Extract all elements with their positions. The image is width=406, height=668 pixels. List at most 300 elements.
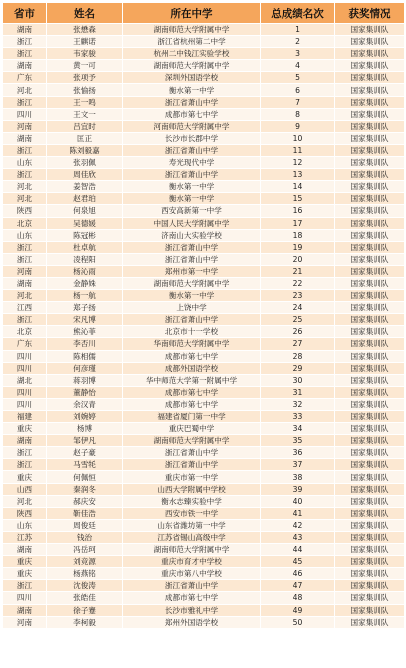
cell-award: 国家集训队: [335, 531, 405, 543]
cell-rank: 39: [261, 483, 335, 495]
cell-school: 浙江省萧山中学: [123, 314, 261, 326]
cell-province: 四川: [3, 350, 47, 362]
cell-rank: 29: [261, 362, 335, 374]
cell-name: 杨沁雨: [47, 265, 123, 277]
cell-school: 成都市第七中学: [123, 386, 261, 398]
table-row: [3, 531, 405, 543]
cell-province: 四川: [3, 362, 47, 374]
cell-rank: 4: [261, 60, 335, 72]
table-row: [3, 157, 405, 169]
cell-award: 国家集训队: [335, 411, 405, 423]
cell-school: 河南师范大学附属中学: [123, 120, 261, 132]
cell-name: 姜智浩: [47, 181, 123, 193]
table-header-row: [3, 3, 405, 24]
cell-school: 成都市第七中学: [123, 398, 261, 410]
cell-name: 刘婉婷: [47, 411, 123, 423]
cell-award: 国家集训队: [335, 495, 405, 507]
cell-school: 郑州外国语学校: [123, 616, 261, 628]
table-row: [3, 374, 405, 386]
cell-province: 河北: [3, 181, 47, 193]
cell-name: 熊沁菲: [47, 326, 123, 338]
cell-school: 杭州二中钱江实验学校: [123, 48, 261, 60]
cell-award: 国家集训队: [335, 48, 405, 60]
cell-province: 重庆: [3, 568, 47, 580]
table-row: [3, 241, 405, 253]
cell-rank: 31: [261, 386, 335, 398]
cell-province: 陕西: [3, 205, 47, 217]
cell-province: 浙江: [3, 314, 47, 326]
cell-school: 浙江省萧山中学: [123, 580, 261, 592]
cell-rank: 17: [261, 217, 335, 229]
cell-award: 国家集训队: [335, 374, 405, 386]
cell-province: 湖南: [3, 277, 47, 289]
table-row: [3, 169, 405, 181]
table-row: [3, 580, 405, 592]
cell-school: 衡水第一中学: [123, 290, 261, 302]
cell-school: 成都市第七中学: [123, 108, 261, 120]
cell-school: 重庆市第八中学校: [123, 568, 261, 580]
cell-name: 杨博: [47, 423, 123, 435]
header-school: 所在中学: [123, 3, 261, 24]
table-row: [3, 362, 405, 374]
cell-school: 郑州市第一中学: [123, 265, 261, 277]
cell-award: 国家集训队: [335, 483, 405, 495]
table-row: [3, 193, 405, 205]
table-row: [3, 265, 405, 277]
cell-rank: 10: [261, 132, 335, 144]
cell-province: 湖南: [3, 604, 47, 616]
cell-school: 浙江省萧山中学: [123, 169, 261, 181]
cell-name: 郝庆安: [47, 495, 123, 507]
cell-rank: 33: [261, 411, 335, 423]
cell-province: 四川: [3, 398, 47, 410]
cell-province: 浙江: [3, 580, 47, 592]
cell-award: 国家集训队: [335, 326, 405, 338]
cell-award: 国家集训队: [335, 423, 405, 435]
cell-award: 国家集训队: [335, 435, 405, 447]
cell-rank: 8: [261, 108, 335, 120]
cell-province: 福建: [3, 411, 47, 423]
cell-school: 湖南师范大学附属中学: [123, 435, 261, 447]
cell-province: 浙江: [3, 144, 47, 156]
cell-award: 国家集训队: [335, 471, 405, 483]
cell-award: 国家集训队: [335, 604, 405, 616]
cell-award: 国家集训队: [335, 290, 405, 302]
cell-province: 浙江: [3, 241, 47, 253]
cell-name: 杨一航: [47, 290, 123, 302]
table-row: [3, 471, 405, 483]
cell-name: 宋凡博: [47, 314, 123, 326]
cell-rank: 9: [261, 120, 335, 132]
cell-school: 长沙市长郡中学: [123, 132, 261, 144]
cell-award: 国家集训队: [335, 108, 405, 120]
cell-province: 湖南: [3, 132, 47, 144]
cell-name: 杨燕铭: [47, 568, 123, 580]
cell-name: 何泉旭: [47, 205, 123, 217]
cell-province: 山东: [3, 229, 47, 241]
cell-province: 四川: [3, 386, 47, 398]
cell-province: 山东: [3, 157, 47, 169]
table-row: [3, 350, 405, 362]
table-row: [3, 338, 405, 350]
cell-province: 山西: [3, 483, 47, 495]
cell-name: 冯岳珂: [47, 544, 123, 556]
cell-rank: 30: [261, 374, 335, 386]
cell-name: 张皓佳: [47, 592, 123, 604]
cell-award: 国家集训队: [335, 253, 405, 265]
cell-school: 湖南师范大学附属中学: [123, 60, 261, 72]
cell-name: 李否川: [47, 338, 123, 350]
cell-name: 赵君珀: [47, 193, 123, 205]
cell-rank: 25: [261, 314, 335, 326]
cell-award: 国家集训队: [335, 277, 405, 289]
cell-rank: 7: [261, 96, 335, 108]
cell-school: 湖南师范大学附属中学: [123, 544, 261, 556]
cell-school: 浙江省萧山中学: [123, 241, 261, 253]
table-row: [3, 483, 405, 495]
cell-award: 国家集训队: [335, 181, 405, 193]
cell-school: 浙江省萧山中学: [123, 96, 261, 108]
cell-rank: 13: [261, 169, 335, 181]
cell-award: 国家集训队: [335, 169, 405, 181]
cell-rank: 12: [261, 157, 335, 169]
table-row: [3, 604, 405, 616]
cell-school: 山西大学附属中学校: [123, 483, 261, 495]
cell-name: 邹伊凡: [47, 435, 123, 447]
table-row: [3, 556, 405, 568]
cell-rank: 36: [261, 447, 335, 459]
cell-award: 国家集训队: [335, 447, 405, 459]
cell-rank: 48: [261, 592, 335, 604]
table-row: [3, 217, 405, 229]
cell-province: 湖北: [3, 374, 47, 386]
cell-rank: 28: [261, 350, 335, 362]
cell-school: 华中师范大学第一附属中学: [123, 374, 261, 386]
cell-name: 余汉青: [47, 398, 123, 410]
table-row: [3, 277, 405, 289]
cell-name: 匡正: [47, 132, 123, 144]
cell-school: 成都市第七中学: [123, 350, 261, 362]
cell-province: 陕西: [3, 507, 47, 519]
cell-award: 国家集训队: [335, 386, 405, 398]
cell-name: 王一鸣: [47, 96, 123, 108]
cell-school: 深圳外国语学校: [123, 72, 261, 84]
cell-name: 陈冠彬: [47, 229, 123, 241]
cell-rank: 16: [261, 205, 335, 217]
cell-province: 河南: [3, 265, 47, 277]
cell-rank: 2: [261, 36, 335, 48]
cell-province: 四川: [3, 592, 47, 604]
cell-province: 浙江: [3, 48, 47, 60]
cell-school: 西安市铁一中学: [123, 507, 261, 519]
cell-rank: 5: [261, 72, 335, 84]
table-row: [3, 120, 405, 132]
cell-award: 国家集训队: [335, 265, 405, 277]
cell-province: 重庆: [3, 423, 47, 435]
cell-name: 杜卓航: [47, 241, 123, 253]
cell-school: 衡水第一中学: [123, 181, 261, 193]
cell-school: 湖南师范大学附属中学: [123, 24, 261, 36]
cell-rank: 44: [261, 544, 335, 556]
cell-name: 刘竞源: [47, 556, 123, 568]
cell-rank: 26: [261, 326, 335, 338]
cell-award: 国家集训队: [335, 338, 405, 350]
cell-school: 上饶中学: [123, 302, 261, 314]
cell-rank: 47: [261, 580, 335, 592]
cell-award: 国家集训队: [335, 556, 405, 568]
cell-award: 国家集训队: [335, 241, 405, 253]
cell-name: 秦润冬: [47, 483, 123, 495]
cell-name: 马雪牦: [47, 459, 123, 471]
cell-name: 郑子扬: [47, 302, 123, 314]
cell-name: 李柯毅: [47, 616, 123, 628]
cell-province: 浙江: [3, 447, 47, 459]
cell-province: 湖南: [3, 435, 47, 447]
table-row: [3, 229, 405, 241]
table-row: [3, 459, 405, 471]
cell-province: 北京: [3, 217, 47, 229]
table-row: [3, 544, 405, 556]
cell-rank: 23: [261, 290, 335, 302]
cell-rank: 14: [261, 181, 335, 193]
cell-province: 山东: [3, 519, 47, 531]
cell-name: 周俊廷: [47, 519, 123, 531]
cell-province: 四川: [3, 108, 47, 120]
cell-award: 国家集训队: [335, 362, 405, 374]
cell-award: 国家集训队: [335, 84, 405, 96]
cell-rank: 43: [261, 531, 335, 543]
cell-school: 寿光现代中学: [123, 157, 261, 169]
cell-rank: 20: [261, 253, 335, 265]
table-row: [3, 290, 405, 302]
cell-province: 浙江: [3, 36, 47, 48]
cell-province: 浙江: [3, 459, 47, 471]
table-row: [3, 96, 405, 108]
cell-name: 徐子蹇: [47, 604, 123, 616]
cell-school: 济南山大实验学校: [123, 229, 261, 241]
cell-award: 国家集训队: [335, 302, 405, 314]
cell-award: 国家集训队: [335, 229, 405, 241]
cell-award: 国家集训队: [335, 24, 405, 36]
cell-school: 长沙市雅礼中学: [123, 604, 261, 616]
cell-name: 何彦瑾: [47, 362, 123, 374]
cell-award: 国家集训队: [335, 132, 405, 144]
cell-rank: 27: [261, 338, 335, 350]
cell-rank: 15: [261, 193, 335, 205]
cell-award: 国家集训队: [335, 193, 405, 205]
cell-rank: 42: [261, 519, 335, 531]
cell-rank: 41: [261, 507, 335, 519]
cell-award: 国家集训队: [335, 592, 405, 604]
cell-rank: 11: [261, 144, 335, 156]
cell-province: 河南: [3, 616, 47, 628]
cell-rank: 22: [261, 277, 335, 289]
cell-award: 国家集训队: [335, 36, 405, 48]
cell-school: 浙江省萧山中学: [123, 459, 261, 471]
table-row: [3, 568, 405, 580]
cell-school: 江苏省锡山高级中学: [123, 531, 261, 543]
table-row: [3, 302, 405, 314]
cell-name: 黄一可: [47, 60, 123, 72]
cell-school: 衡水志臻实验中学: [123, 495, 261, 507]
cell-rank: 49: [261, 604, 335, 616]
cell-rank: 37: [261, 459, 335, 471]
cell-school: 重庆市第一中学: [123, 471, 261, 483]
results-table: [2, 2, 405, 629]
table-row: [3, 398, 405, 410]
cell-rank: 40: [261, 495, 335, 507]
cell-school: 成都外国语学校: [123, 362, 261, 374]
cell-award: 国家集训队: [335, 398, 405, 410]
cell-award: 国家集训队: [335, 205, 405, 217]
cell-province: 重庆: [3, 471, 47, 483]
cell-rank: 1: [261, 24, 335, 36]
cell-rank: 34: [261, 423, 335, 435]
table-row: [3, 519, 405, 531]
cell-award: 国家集训队: [335, 314, 405, 326]
cell-rank: 45: [261, 556, 335, 568]
cell-name: 蒋羽博: [47, 374, 123, 386]
cell-province: 江西: [3, 302, 47, 314]
cell-province: 河北: [3, 495, 47, 507]
cell-name: 陈相儒: [47, 350, 123, 362]
cell-name: 吴德媛: [47, 217, 123, 229]
cell-province: 江苏: [3, 531, 47, 543]
table-row: [3, 326, 405, 338]
cell-award: 国家集训队: [335, 616, 405, 628]
cell-school: 浙江省萧山中学: [123, 447, 261, 459]
cell-name: 王文一: [47, 108, 123, 120]
table-row: [3, 447, 405, 459]
cell-name: 董静怡: [47, 386, 123, 398]
cell-rank: 3: [261, 48, 335, 60]
cell-school: 浙江省杭州第二中学: [123, 36, 261, 48]
cell-province: 湖南: [3, 544, 47, 556]
table-row: [3, 507, 405, 519]
cell-award: 国家集训队: [335, 157, 405, 169]
cell-province: 河北: [3, 84, 47, 96]
cell-award: 国家集训队: [335, 120, 405, 132]
cell-rank: 24: [261, 302, 335, 314]
cell-name: 张羽佩: [47, 157, 123, 169]
cell-rank: 21: [261, 265, 335, 277]
table-row: [3, 253, 405, 265]
cell-school: 北京市十一学校: [123, 326, 261, 338]
cell-school: 浙江省萧山中学: [123, 144, 261, 156]
table-row: [3, 132, 405, 144]
cell-province: 河南: [3, 120, 47, 132]
cell-school: 中国人民大学附属中学: [123, 217, 261, 229]
cell-award: 国家集训队: [335, 144, 405, 156]
cell-name: 吕宜时: [47, 120, 123, 132]
cell-name: 韦家骏: [47, 48, 123, 60]
cell-award: 国家集训队: [335, 72, 405, 84]
cell-name: 钱治: [47, 531, 123, 543]
table-row: [3, 84, 405, 96]
cell-name: 赵子豪: [47, 447, 123, 459]
table-row: [3, 72, 405, 84]
table-row: [3, 48, 405, 60]
table-row: [3, 423, 405, 435]
cell-province: 浙江: [3, 253, 47, 265]
cell-name: 周佳欣: [47, 169, 123, 181]
header-province: 省市: [3, 3, 47, 24]
cell-rank: 38: [261, 471, 335, 483]
cell-province: 湖南: [3, 24, 47, 36]
cell-rank: 6: [261, 84, 335, 96]
table-row: [3, 386, 405, 398]
cell-name: 王麒诺: [47, 36, 123, 48]
cell-school: 重庆巴蜀中学: [123, 423, 261, 435]
cell-name: 沈俊涛: [47, 580, 123, 592]
cell-province: 重庆: [3, 556, 47, 568]
table-body: [3, 24, 405, 629]
table-row: [3, 36, 405, 48]
table-row: [3, 495, 405, 507]
cell-award: 国家集训队: [335, 217, 405, 229]
table-row: [3, 205, 405, 217]
cell-school: 衡水第一中学: [123, 84, 261, 96]
cell-rank: 50: [261, 616, 335, 628]
cell-province: 广东: [3, 72, 47, 84]
table-row: [3, 144, 405, 156]
header-award: 获奖情况: [335, 3, 405, 24]
table-row: [3, 60, 405, 72]
table-row: [3, 411, 405, 423]
cell-award: 国家集训队: [335, 519, 405, 531]
cell-award: 国家集训队: [335, 350, 405, 362]
cell-award: 国家集训队: [335, 507, 405, 519]
cell-province: 浙江: [3, 96, 47, 108]
cell-name: 张懋森: [47, 24, 123, 36]
cell-rank: 35: [261, 435, 335, 447]
header-name: 姓名: [47, 3, 123, 24]
cell-school: 衡水第一中学: [123, 193, 261, 205]
cell-school: 湖南师范大学附属中学: [123, 277, 261, 289]
cell-school: 山东省潍坊第一中学: [123, 519, 261, 531]
cell-name: 陈刘毅嘉: [47, 144, 123, 156]
cell-province: 河北: [3, 290, 47, 302]
cell-school: 浙江省萧山中学: [123, 253, 261, 265]
table-row: [3, 435, 405, 447]
cell-school: 西安高新第一中学: [123, 205, 261, 217]
cell-school: 福建省厦门第一中学: [123, 411, 261, 423]
cell-province: 广东: [3, 338, 47, 350]
cell-rank: 46: [261, 568, 335, 580]
cell-award: 国家集训队: [335, 60, 405, 72]
header-rank: 总成绩名次: [261, 3, 335, 24]
cell-province: 河北: [3, 193, 47, 205]
table-row: [3, 592, 405, 604]
cell-name: 张项予: [47, 72, 123, 84]
cell-school: 重庆市育才中学校: [123, 556, 261, 568]
cell-rank: 19: [261, 241, 335, 253]
table-row: [3, 181, 405, 193]
results-table-wrapper: [2, 2, 404, 629]
table-row: [3, 108, 405, 120]
cell-school: 华南师范大学附属中学: [123, 338, 261, 350]
table-row: [3, 616, 405, 628]
cell-award: 国家集训队: [335, 96, 405, 108]
cell-rank: 32: [261, 398, 335, 410]
table-row: [3, 24, 405, 36]
cell-name: 金静姝: [47, 277, 123, 289]
cell-province: 湖南: [3, 60, 47, 72]
cell-award: 国家集训队: [335, 459, 405, 471]
cell-school: 成都市第七中学: [123, 592, 261, 604]
cell-award: 国家集训队: [335, 580, 405, 592]
cell-name: 凌程阳: [47, 253, 123, 265]
